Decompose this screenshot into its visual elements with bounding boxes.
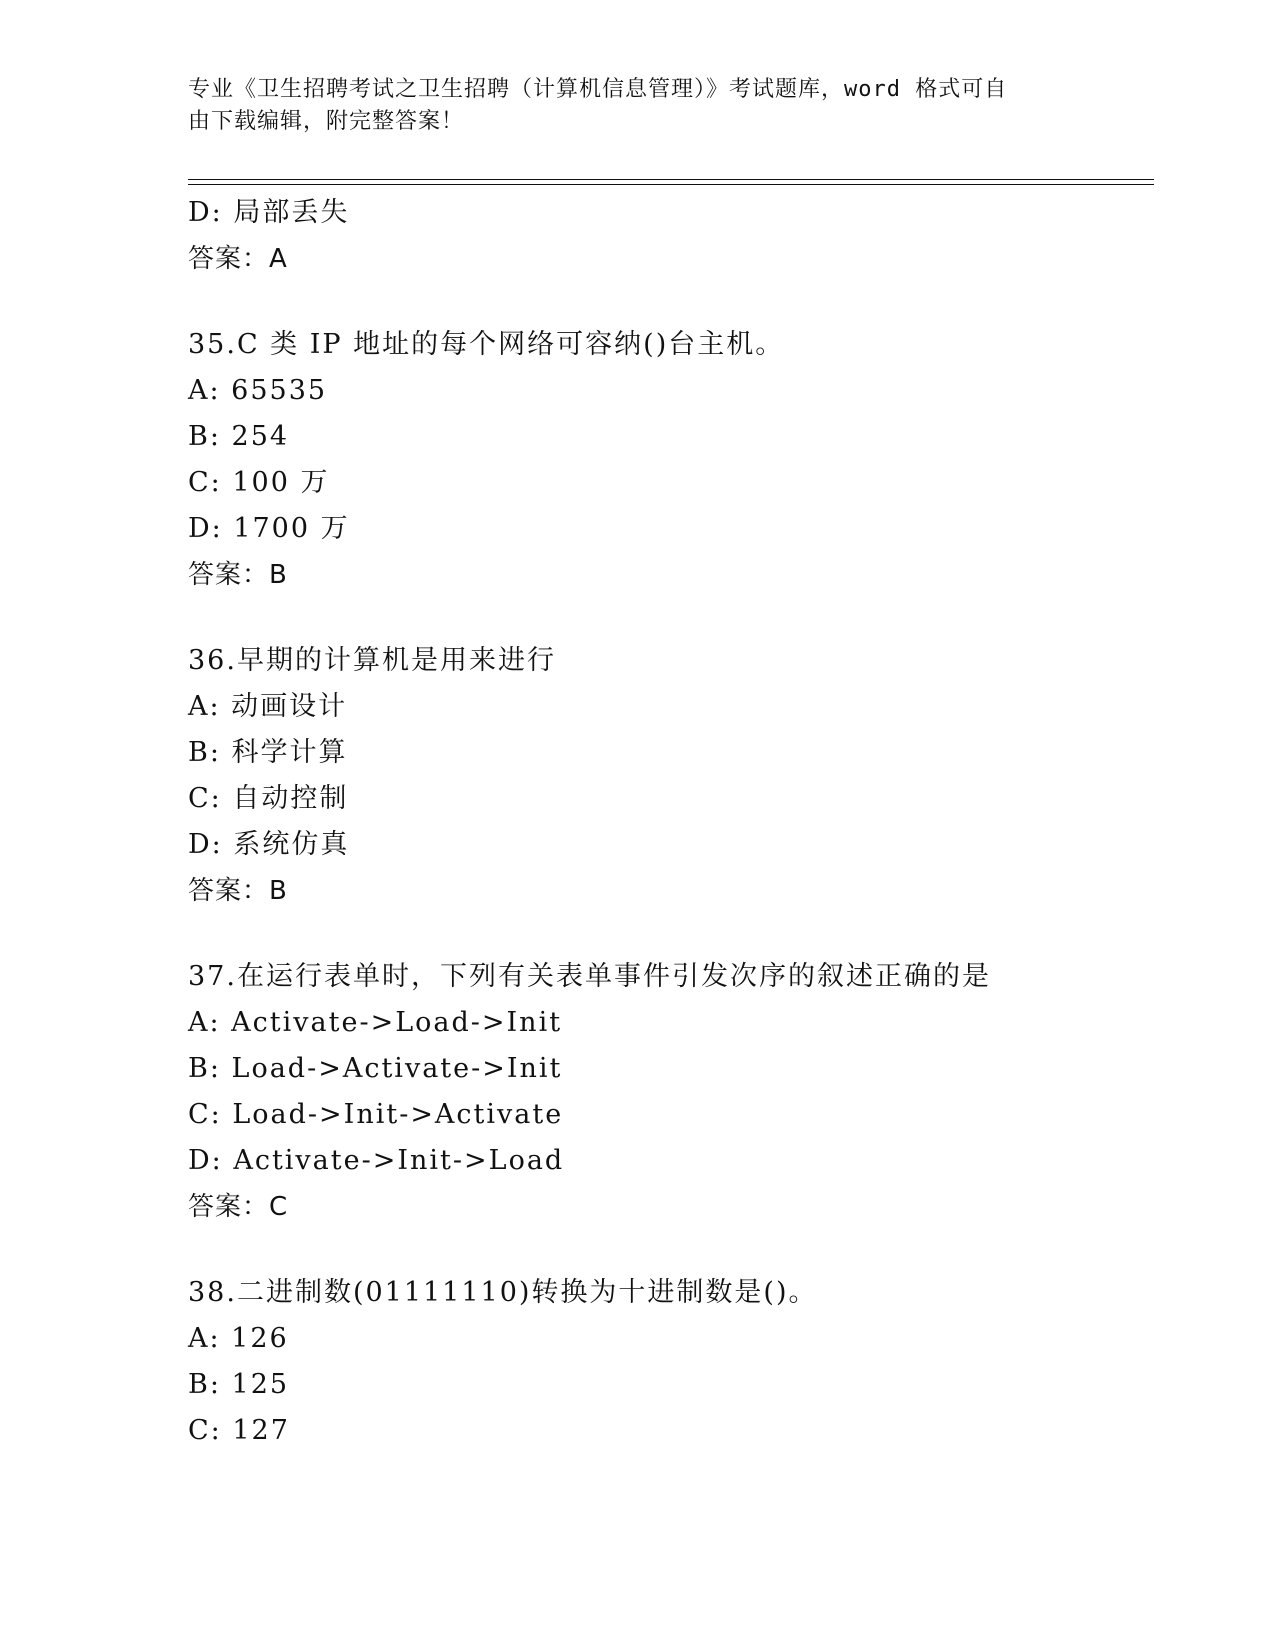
- document-header: [188, 74, 1068, 138]
- answer-line: 答案：C: [188, 1192, 289, 1222]
- answer-line: 答案：A: [188, 244, 288, 274]
- option-c: C: 自动控制: [188, 783, 349, 814]
- option-a: A: 动画设计: [188, 691, 348, 722]
- option-b: B: 254: [188, 421, 290, 452]
- header-line-2: 由下载编辑，附完整答案！: [188, 109, 465, 134]
- option-b: B: 科学计算: [188, 737, 348, 768]
- option-c: C: Load->Init->Activate: [188, 1099, 564, 1130]
- question-title: 37.在运行表单时，下列有关表单事件引发次序的叙述正确的是: [188, 961, 991, 992]
- option-b: B: Load->Activate->Init: [188, 1053, 563, 1084]
- option-d: D: 局部丢失: [188, 197, 350, 228]
- header-divider-bottom: [188, 184, 1154, 185]
- question-38: [188, 1270, 1148, 1454]
- option-c: C: 127: [188, 1415, 290, 1446]
- question-37: [188, 954, 1148, 1230]
- option-a: A: 126: [188, 1323, 289, 1354]
- question-35: [188, 322, 1148, 598]
- option-d: D: Activate->Init->Load: [188, 1145, 565, 1176]
- option-d: D: 1700 万: [188, 513, 350, 544]
- previous-question-tail: [188, 190, 1148, 282]
- question-title: 38.二进制数(01111110)转换为十进制数是()。: [188, 1277, 818, 1308]
- option-c: C: 100 万: [188, 467, 330, 498]
- option-a: A: 65535: [188, 375, 328, 406]
- header-line-1: 专业《卫生招聘考试之卫生招聘（计算机信息管理）》考试题库，word 格式可自: [188, 77, 1008, 102]
- answer-line: 答案：B: [188, 560, 288, 590]
- question-title: 35.C 类 IP 地址的每个网络可容纳()台主机。: [188, 329, 785, 360]
- header-divider-top: [188, 179, 1154, 180]
- answer-line: 答案：B: [188, 876, 288, 906]
- option-a: A: Activate->Load->Init: [188, 1007, 563, 1038]
- option-d: D: 系统仿真: [188, 829, 350, 860]
- question-36: [188, 638, 1148, 914]
- question-title: 36.早期的计算机是用来进行: [188, 645, 556, 676]
- document-body: [188, 190, 1148, 1454]
- option-b: B: 125: [188, 1369, 290, 1400]
